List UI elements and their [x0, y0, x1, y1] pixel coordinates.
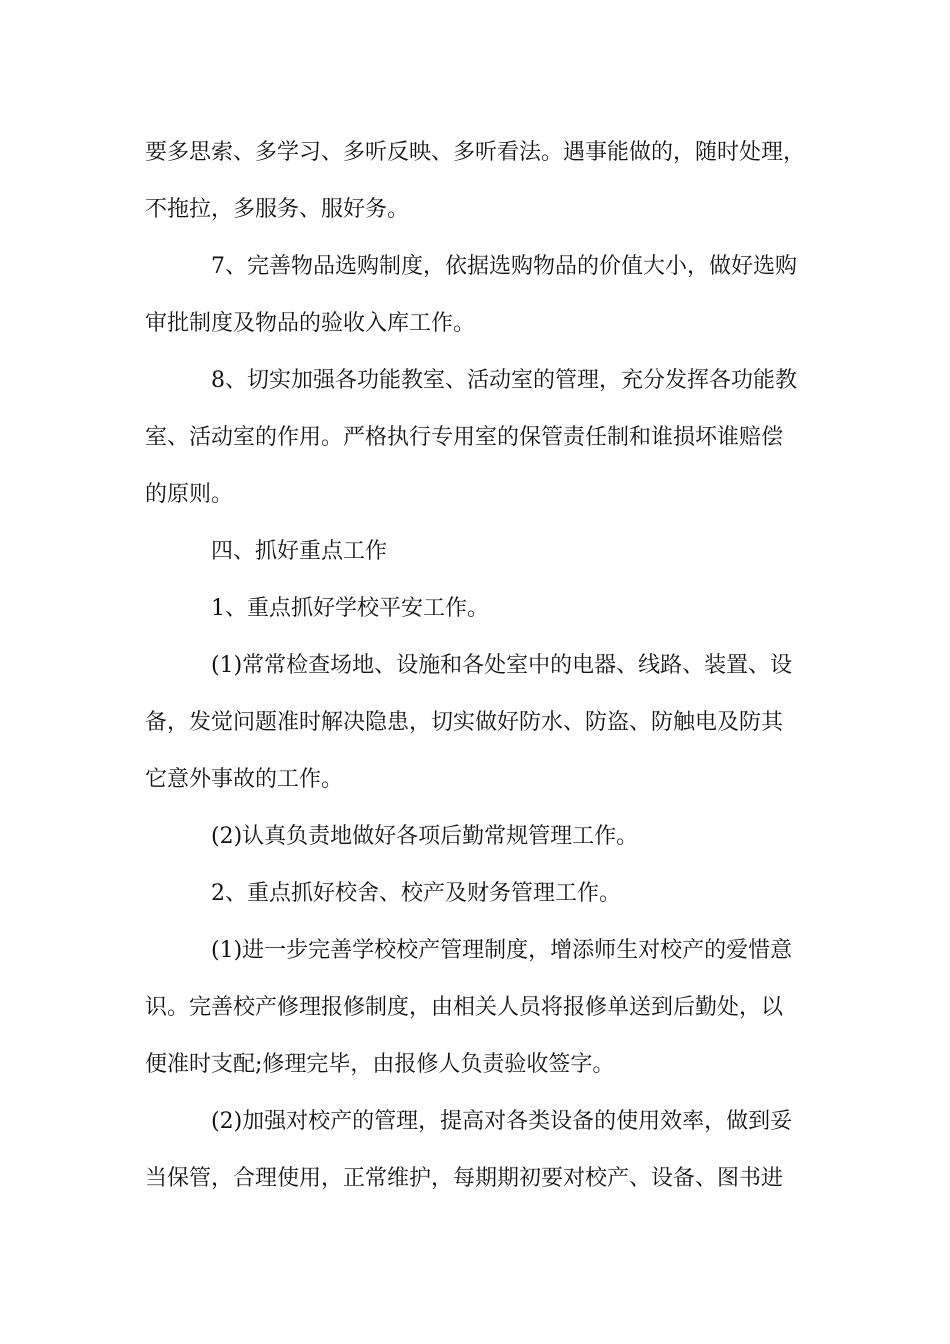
subsection-heading: 1、重点抓好学校平安工作。: [211, 596, 489, 621]
subsection-heading: 2、重点抓好校舍、校产及财务管理工作。: [211, 881, 621, 906]
text-line: 的原则。: [145, 482, 234, 507]
text-line: 当保管，合理使用，正常维护，每期期初要对校产、设备、图书进: [145, 1166, 784, 1191]
text-line: 它意外事故的工作。: [145, 767, 344, 792]
text-line: 8、切实加强各功能教室、活动室的管理，充分发挥各功能教: [211, 368, 797, 393]
text-line: 备，发觉问题准时解决隐患，切实做好防水、防盗、防触电及防其: [145, 710, 784, 735]
document-body: [145, 124, 825, 1207]
text-line: 要多思索、多学习、多听反映、多听看法。遇事能做的，随时处理，: [145, 140, 806, 165]
text-line: (2)认真负责地做好各项后勤常规管理工作。: [211, 824, 639, 849]
text-line: 不拖拉，多服务、服好务。: [145, 197, 410, 222]
text-line: (2)加强对校产的管理，提高对各类设备的使用效率，做到妥: [211, 1109, 793, 1134]
text-line: (1)进一步完善学校校产管理制度，增添师生对校产的爱惜意: [211, 938, 793, 963]
text-line: 审批制度及物品的验收入库工作。: [145, 311, 476, 336]
text-line: (1)常常检查场地、设施和各处室中的电器、线路、装置、设: [211, 653, 793, 678]
section-heading: 四、抓好重点工作: [211, 539, 388, 564]
text-line: 识。完善校产修理报修制度，由相关人员将报修单送到后勤处，以: [145, 995, 784, 1020]
text-line: 室、活动室的作用。严格执行专用室的保管责任制和谁损坏谁赔偿: [145, 425, 784, 450]
text-line: 7、完善物品选购制度，依据选购物品的价值大小，做好选购: [211, 254, 797, 279]
text-line: 便准时支配;修理完毕，由报修人负责验收签字。: [145, 1052, 615, 1077]
